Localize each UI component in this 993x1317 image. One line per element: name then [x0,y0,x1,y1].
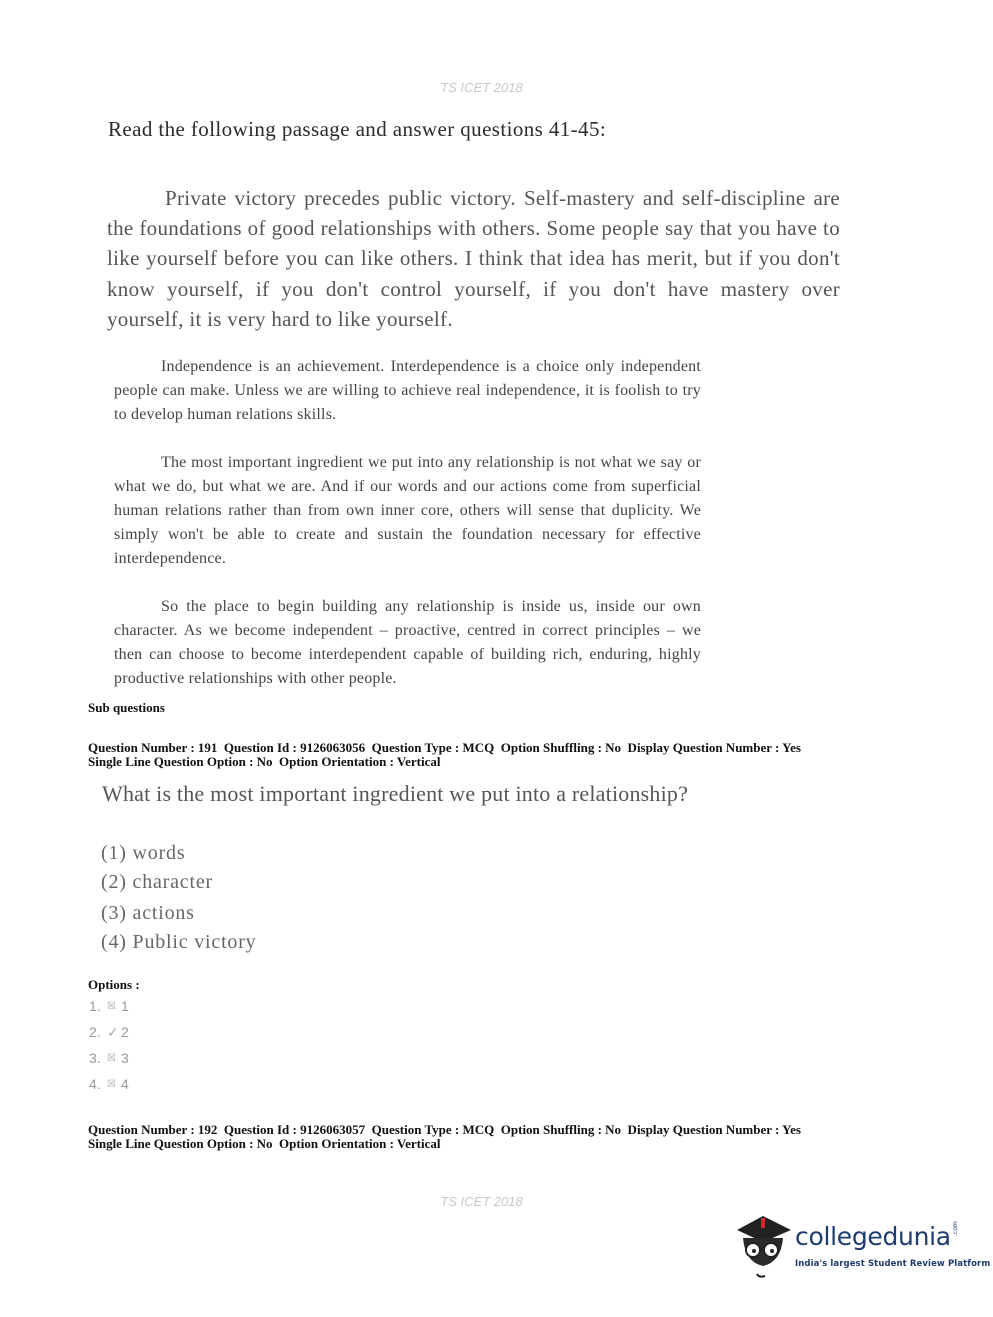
check-icon: ✓ [107,1024,119,1040]
sub-questions-label: Sub questions [88,700,165,715]
choice-3: (3) actions [101,902,195,924]
cross-icon: ☒ [107,1053,116,1064]
option-row [89,1076,129,1092]
collegedunia-logo[interactable] [735,1212,795,1282]
passage-paragraph-2: Independence is an achievement. Interdependence is a choice only independent people can make. Unless we are willing to achieve real independence, it is foolish to try to develop human relations skills. [114,358,701,423]
question-192-meta-line-2: Single Line Question Option : No Option Orientation : Vertical [88,1136,441,1151]
option-value: 3 [121,1050,129,1066]
option-row [89,998,129,1014]
choice-4: (4) Public victory [101,931,257,953]
logo-wordmark: collegedunia [795,1222,951,1251]
option-number: 1. [89,998,101,1014]
passage-heading: Read the following passage and answer questions 41-45: [108,117,607,141]
question-191-text: What is the most important ingredient we put into a relationship? [102,781,689,806]
question-191-meta-line-2: Single Line Question Option : No Option Orientation : Vertical [88,754,441,769]
options-label: Options : [88,977,140,992]
question-191-meta-line-1: Question Number : 191 Question Id : 9126063056 Question Type : MCQ Option Shuffling : No Display Question Number : Yes [88,740,801,755]
passage-paragraph-3: The most important ingredient we put into any relationship is not what we say or what we do, but what we are. And if our words and our actions come from superficial human relations rather than from own inner core, others will sense that duplicity. We simply won't be able to create and sustain the foundation necessary for effective interdependence. [114,454,701,567]
choice-1: (1) words [101,842,186,864]
option-number: 3. [89,1050,101,1066]
cross-icon: ☒ [107,1001,116,1012]
choice-2: (2) character [101,871,213,893]
option-row [89,1024,129,1041]
passage-paragraph-1: Private victory precedes public victory. Self-mastery and self-discipline are the foundations of good relationships with others. Some people say that you have to like yourself before you can like others. I think that idea has merit, but if you don't know yourself, if you don't control yourself, if you don't have mastery over yourself, it is very hard to like yourself. [107,186,840,331]
passage-paragraph-4: So the place to begin building any relationship is inside us, inside our own character. As we become independent – proactive, centred in correct principles – we then can choose to become interdependent capable of building rich, enduring, highly productive relationships with other people. [114,598,701,687]
option-value: 1 [121,998,129,1014]
option-number: 2. [89,1024,101,1040]
mascot-icon [735,1212,795,1282]
option-number: 4. [89,1076,101,1092]
logo-suffix: .com [952,1221,959,1236]
watermark-top: TS ICET 2018 [440,80,523,95]
option-row [89,1050,129,1066]
logo-tagline: India's largest Student Review Platform [795,1259,991,1269]
option-value: 2 [121,1024,129,1040]
question-192-meta-line-1: Question Number : 192 Question Id : 9126063057 Question Type : MCQ Option Shuffling : No Display Question Number : Yes [88,1122,801,1137]
cross-icon: ☒ [107,1079,116,1090]
option-value: 4 [121,1076,129,1092]
watermark-bottom: TS ICET 2018 [440,1194,523,1209]
